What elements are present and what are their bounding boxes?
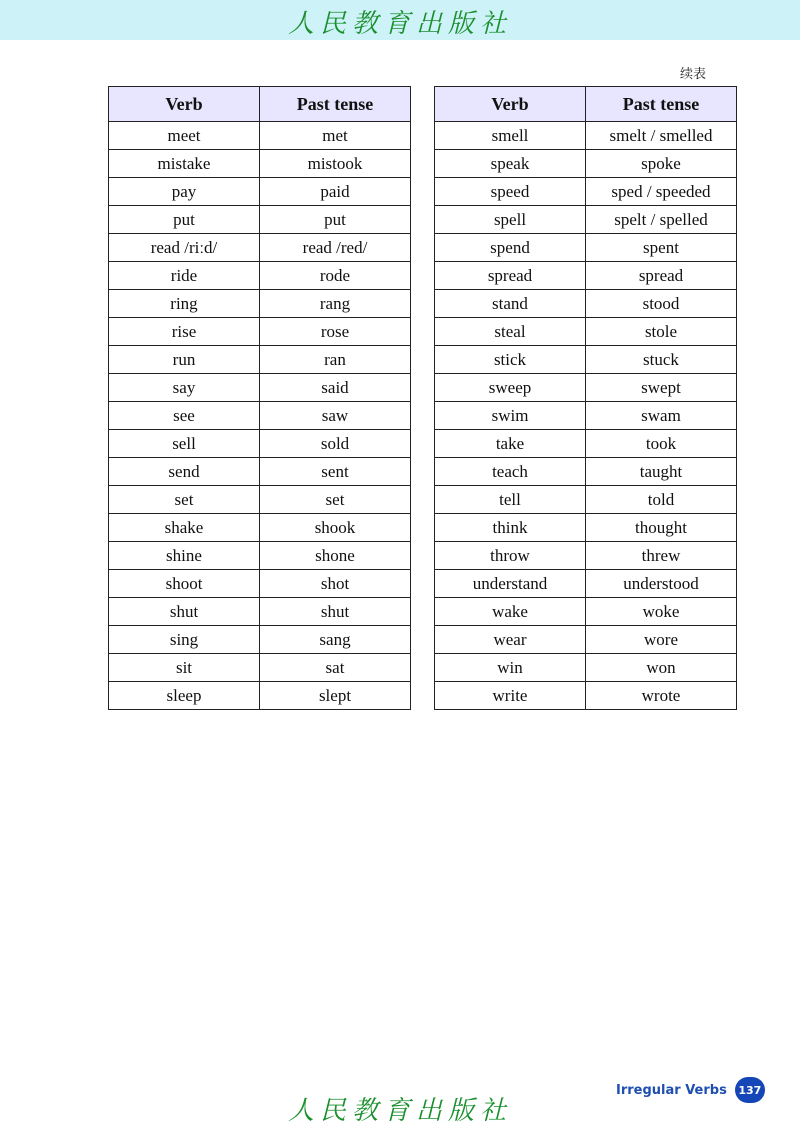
past-tense-cell: put (260, 206, 411, 234)
verb-cell: shake (109, 514, 260, 542)
verb-cell: shoot (109, 570, 260, 598)
table-header-row (435, 87, 737, 122)
past-tense-cell: swept (586, 374, 737, 402)
verb-column-header: Verb (435, 87, 586, 122)
verb-cell: smell (435, 122, 586, 150)
verb-cell: ring (109, 290, 260, 318)
past-tense-cell: sat (260, 654, 411, 682)
table-row (435, 150, 737, 178)
verb-cell: meet (109, 122, 260, 150)
past-tense-cell: took (586, 430, 737, 458)
table-row (435, 262, 737, 290)
past-tense-cell: sold (260, 430, 411, 458)
past-tense-cell: understood (586, 570, 737, 598)
verb-cell: understand (435, 570, 586, 598)
past-tense-cell: saw (260, 402, 411, 430)
irregular-verbs-table-left (108, 86, 411, 710)
verb-cell: set (109, 486, 260, 514)
verb-cell: swim (435, 402, 586, 430)
verb-cell: sing (109, 626, 260, 654)
past-tense-cell: stood (586, 290, 737, 318)
table-header-row (109, 87, 411, 122)
table-row (109, 458, 411, 486)
verb-cell: tell (435, 486, 586, 514)
verb-cell: sell (109, 430, 260, 458)
table-row (109, 598, 411, 626)
verb-cell: run (109, 346, 260, 374)
past-tense-cell: stole (586, 318, 737, 346)
verb-cell: sweep (435, 374, 586, 402)
past-tense-cell: set (260, 486, 411, 514)
verb-cell: think (435, 514, 586, 542)
verb-cell: write (435, 682, 586, 710)
verb-cell: shut (109, 598, 260, 626)
publisher-logo-top: 人民教育出版社 (287, 9, 512, 39)
past-tense-cell: woke (586, 598, 737, 626)
table-row (435, 290, 737, 318)
past-tense-cell: met (260, 122, 411, 150)
past-tense-cell: won (586, 654, 737, 682)
table-row (435, 346, 737, 374)
verb-cell: teach (435, 458, 586, 486)
table-row (435, 598, 737, 626)
past-tense-cell: thought (586, 514, 737, 542)
verb-cell: speed (435, 178, 586, 206)
table-row (109, 234, 411, 262)
table-row (435, 430, 737, 458)
table-row (435, 682, 737, 710)
past-tense-cell: rode (260, 262, 411, 290)
verb-cell: sleep (109, 682, 260, 710)
table-row (435, 234, 737, 262)
past-tense-cell: threw (586, 542, 737, 570)
table-row (109, 374, 411, 402)
verb-cell: say (109, 374, 260, 402)
table-row (435, 374, 737, 402)
table-row (109, 626, 411, 654)
table-row (435, 458, 737, 486)
past-tense-column-header: Past tense (260, 87, 411, 122)
table-row (109, 262, 411, 290)
table-row (109, 178, 411, 206)
past-tense-cell: spelt / spelled (586, 206, 737, 234)
footer-section-title: Irregular Verbs (616, 1082, 727, 1098)
past-tense-cell: spoke (586, 150, 737, 178)
table-row (109, 346, 411, 374)
past-tense-cell: shut (260, 598, 411, 626)
past-tense-cell: wrote (586, 682, 737, 710)
publisher-logo-bottom: 人民教育出版社 (287, 1096, 512, 1126)
verb-cell: spend (435, 234, 586, 262)
verb-cell: wake (435, 598, 586, 626)
table-row (435, 654, 737, 682)
table-row (435, 178, 737, 206)
past-tense-cell: said (260, 374, 411, 402)
verb-cell: win (435, 654, 586, 682)
page-number-badge: 137 (735, 1077, 765, 1103)
verb-cell: spread (435, 262, 586, 290)
past-tense-cell: told (586, 486, 737, 514)
verb-cell: rise (109, 318, 260, 346)
past-tense-cell: wore (586, 626, 737, 654)
verb-cell: spell (435, 206, 586, 234)
verb-cell: shine (109, 542, 260, 570)
verb-cell: stick (435, 346, 586, 374)
table-row (109, 654, 411, 682)
verb-cell: read /riːd/ (109, 234, 260, 262)
past-tense-column-header: Past tense (586, 87, 737, 122)
table-row (109, 682, 411, 710)
past-tense-cell: sang (260, 626, 411, 654)
table-row (109, 290, 411, 318)
verb-column-header: Verb (109, 87, 260, 122)
table-row (435, 402, 737, 430)
verb-cell: wear (435, 626, 586, 654)
verb-cell: speak (435, 150, 586, 178)
verb-cell: put (109, 206, 260, 234)
verb-cell: mistake (109, 150, 260, 178)
table-row (109, 150, 411, 178)
verb-cell: stand (435, 290, 586, 318)
past-tense-cell: stuck (586, 346, 737, 374)
table-row (435, 486, 737, 514)
verb-cell: throw (435, 542, 586, 570)
past-tense-cell: rose (260, 318, 411, 346)
verb-cell: take (435, 430, 586, 458)
table-row (109, 514, 411, 542)
verb-cell: sit (109, 654, 260, 682)
table-row (109, 122, 411, 150)
table-row (109, 486, 411, 514)
past-tense-cell: ran (260, 346, 411, 374)
table-row (435, 626, 737, 654)
past-tense-cell: sent (260, 458, 411, 486)
verb-cell: steal (435, 318, 586, 346)
table-row (435, 570, 737, 598)
table-row (435, 122, 737, 150)
past-tense-cell: paid (260, 178, 411, 206)
verb-cell: see (109, 402, 260, 430)
table-row (109, 402, 411, 430)
past-tense-cell: read /red/ (260, 234, 411, 262)
table-row (109, 430, 411, 458)
past-tense-cell: shook (260, 514, 411, 542)
table-row (435, 206, 737, 234)
past-tense-cell: rang (260, 290, 411, 318)
past-tense-cell: swam (586, 402, 737, 430)
verb-cell: send (109, 458, 260, 486)
irregular-verbs-table-right (434, 86, 737, 710)
table-row (109, 318, 411, 346)
verb-cell: ride (109, 262, 260, 290)
past-tense-cell: spread (586, 262, 737, 290)
continued-label: 续表 (680, 67, 707, 82)
past-tense-cell: smelt / smelled (586, 122, 737, 150)
past-tense-cell: shot (260, 570, 411, 598)
table-row (435, 318, 737, 346)
past-tense-cell: taught (586, 458, 737, 486)
verb-cell: pay (109, 178, 260, 206)
table-row (435, 542, 737, 570)
table-row (435, 514, 737, 542)
table-row (109, 206, 411, 234)
past-tense-cell: slept (260, 682, 411, 710)
past-tense-cell: sped / speeded (586, 178, 737, 206)
past-tense-cell: mistook (260, 150, 411, 178)
table-row (109, 542, 411, 570)
table-row (109, 570, 411, 598)
past-tense-cell: spent (586, 234, 737, 262)
past-tense-cell: shone (260, 542, 411, 570)
